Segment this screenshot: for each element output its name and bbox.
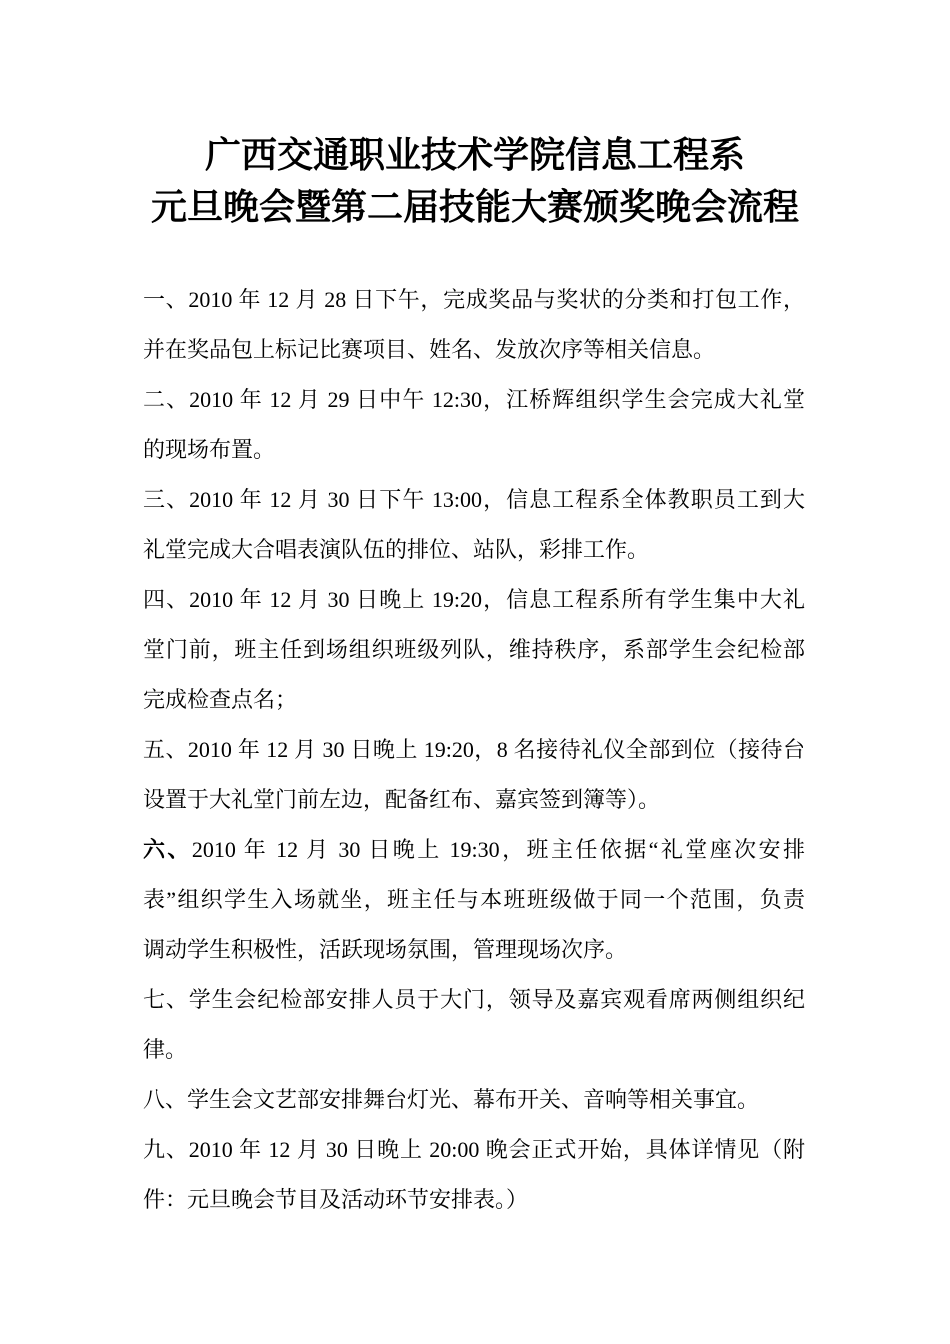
- document-body: [143, 275, 805, 1225]
- paragraph-7: [143, 975, 805, 1075]
- paragraph-line: 八、学生会文艺部安排舞台灯光、幕布开关、音响等相关事宜。: [143, 1087, 760, 1112]
- paragraph-3: [143, 475, 805, 575]
- paragraph-2: [143, 375, 805, 475]
- paragraph-line: 七、学生会纪检部安排人员于大门，领导及嘉宾观看席两侧组织纪: [143, 987, 805, 1012]
- paragraph-line: 律。: [143, 1037, 188, 1062]
- paragraph-line: 件：元旦晚会节目及活动环节安排表。）: [143, 1187, 529, 1212]
- paragraph-1: [143, 275, 805, 375]
- paragraph-line: 设置于大礼堂门前左边，配备红布、嘉宾签到簿等）。: [143, 787, 661, 812]
- paragraph-8: [143, 1075, 805, 1125]
- paragraph-line: 堂门前，班主任到场组织班级列队，维持秩序，系部学生会纪检部: [143, 637, 805, 662]
- paragraph-6: [143, 825, 805, 975]
- title-line-1: 广西交通职业技术学院信息工程系: [204, 134, 745, 175]
- title-line-2: 元旦晚会暨第二届技能大赛颁奖晚会流程: [150, 186, 799, 227]
- paragraph-line: 礼堂完成大合唱表演队伍的排位、站队，彩排工作。: [143, 537, 650, 562]
- paragraph-line: 表”组织学生入场就坐，班主任与本班班级做于同一个范围，负责: [143, 887, 805, 912]
- paragraph-line: 三、2010 年 12 月 30 日下午 13:00，信息工程系全体教职员工到大: [143, 487, 805, 512]
- paragraph-line: 的现场布置。: [143, 437, 276, 462]
- paragraph-line: 九、2010 年 12 月 30 日晚上 20:00 晚会正式开始，具体详情见（附: [143, 1137, 805, 1162]
- paragraph-line: 并在奖品包上标记比赛项目、姓名、发放次序等相关信息。: [143, 337, 716, 362]
- paragraph-line: 四、2010 年 12 月 30 日晚上 19:20，信息工程系所有学生集中大礼: [143, 587, 805, 612]
- paragraph-line: 二、2010 年 12 月 29 日中午 12:30，江桥辉组织学生会完成大礼堂: [143, 387, 805, 412]
- paragraph-5: [143, 725, 805, 825]
- paragraph-9: [143, 1125, 805, 1225]
- paragraph-4: [143, 575, 805, 725]
- document-title: [0, 129, 950, 233]
- paragraph-line: 五、2010 年 12 月 30 日晚上 19:20，8 名接待礼仪全部到位（接待台: [143, 737, 805, 762]
- paragraph-line: 完成检查点名；: [143, 687, 298, 712]
- paragraph-line: 六、2010 年 12 月 30 日晚上 19:30，班主任依据“礼堂座次安排: [143, 837, 805, 862]
- paragraph-line: 一、2010 年 12 月 28 日下午，完成奖品与奖状的分类和打包工作，: [143, 287, 805, 312]
- paragraph-line: 调动学生积极性，活跃现场氛围，管理现场次序。: [143, 937, 628, 962]
